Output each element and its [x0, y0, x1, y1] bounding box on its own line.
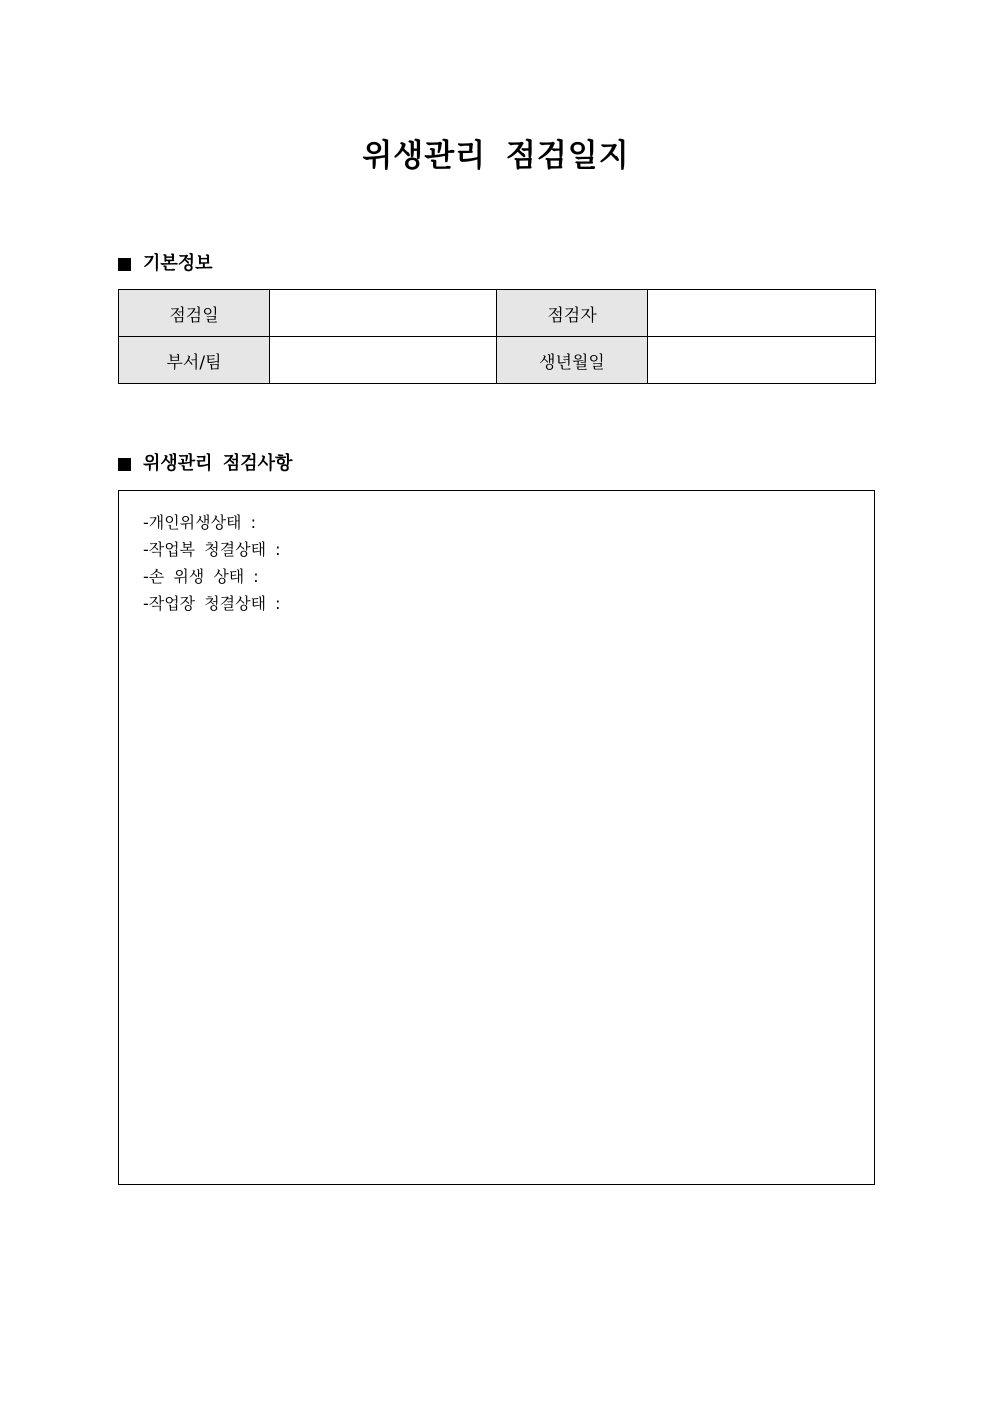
inspection-date-field[interactable] [270, 290, 497, 337]
department-label: 부서/팀 [119, 337, 270, 384]
inspection-heading-label: 위생관리 점검사항 [143, 453, 293, 474]
list-item: -개인위생상태 : [143, 513, 256, 532]
document-title: 위생관리 점검일지 [362, 138, 630, 174]
square-bullet-icon [118, 458, 131, 471]
inspection-item-list [143, 509, 281, 617]
inspector-field[interactable] [648, 290, 876, 337]
list-item: -손 위생 상태 : [143, 567, 259, 586]
inspection-date-label: 점검일 [119, 290, 270, 337]
basic-info-table [118, 289, 876, 384]
table-row [119, 290, 876, 337]
inspector-label: 점검자 [497, 290, 648, 337]
department-field[interactable] [270, 337, 497, 384]
list-item: -작업장 청결상태 : [143, 594, 281, 613]
birthdate-label: 생년월일 [497, 337, 648, 384]
birthdate-field[interactable] [648, 337, 876, 384]
square-bullet-icon [118, 258, 131, 271]
basic-info-heading-label: 기본정보 [143, 253, 213, 274]
inspection-notes-box[interactable] [118, 490, 875, 1185]
list-item: -작업복 청결상태 : [143, 540, 281, 559]
table-row [119, 337, 876, 384]
basic-info-heading [118, 252, 213, 276]
inspection-heading [118, 452, 292, 476]
